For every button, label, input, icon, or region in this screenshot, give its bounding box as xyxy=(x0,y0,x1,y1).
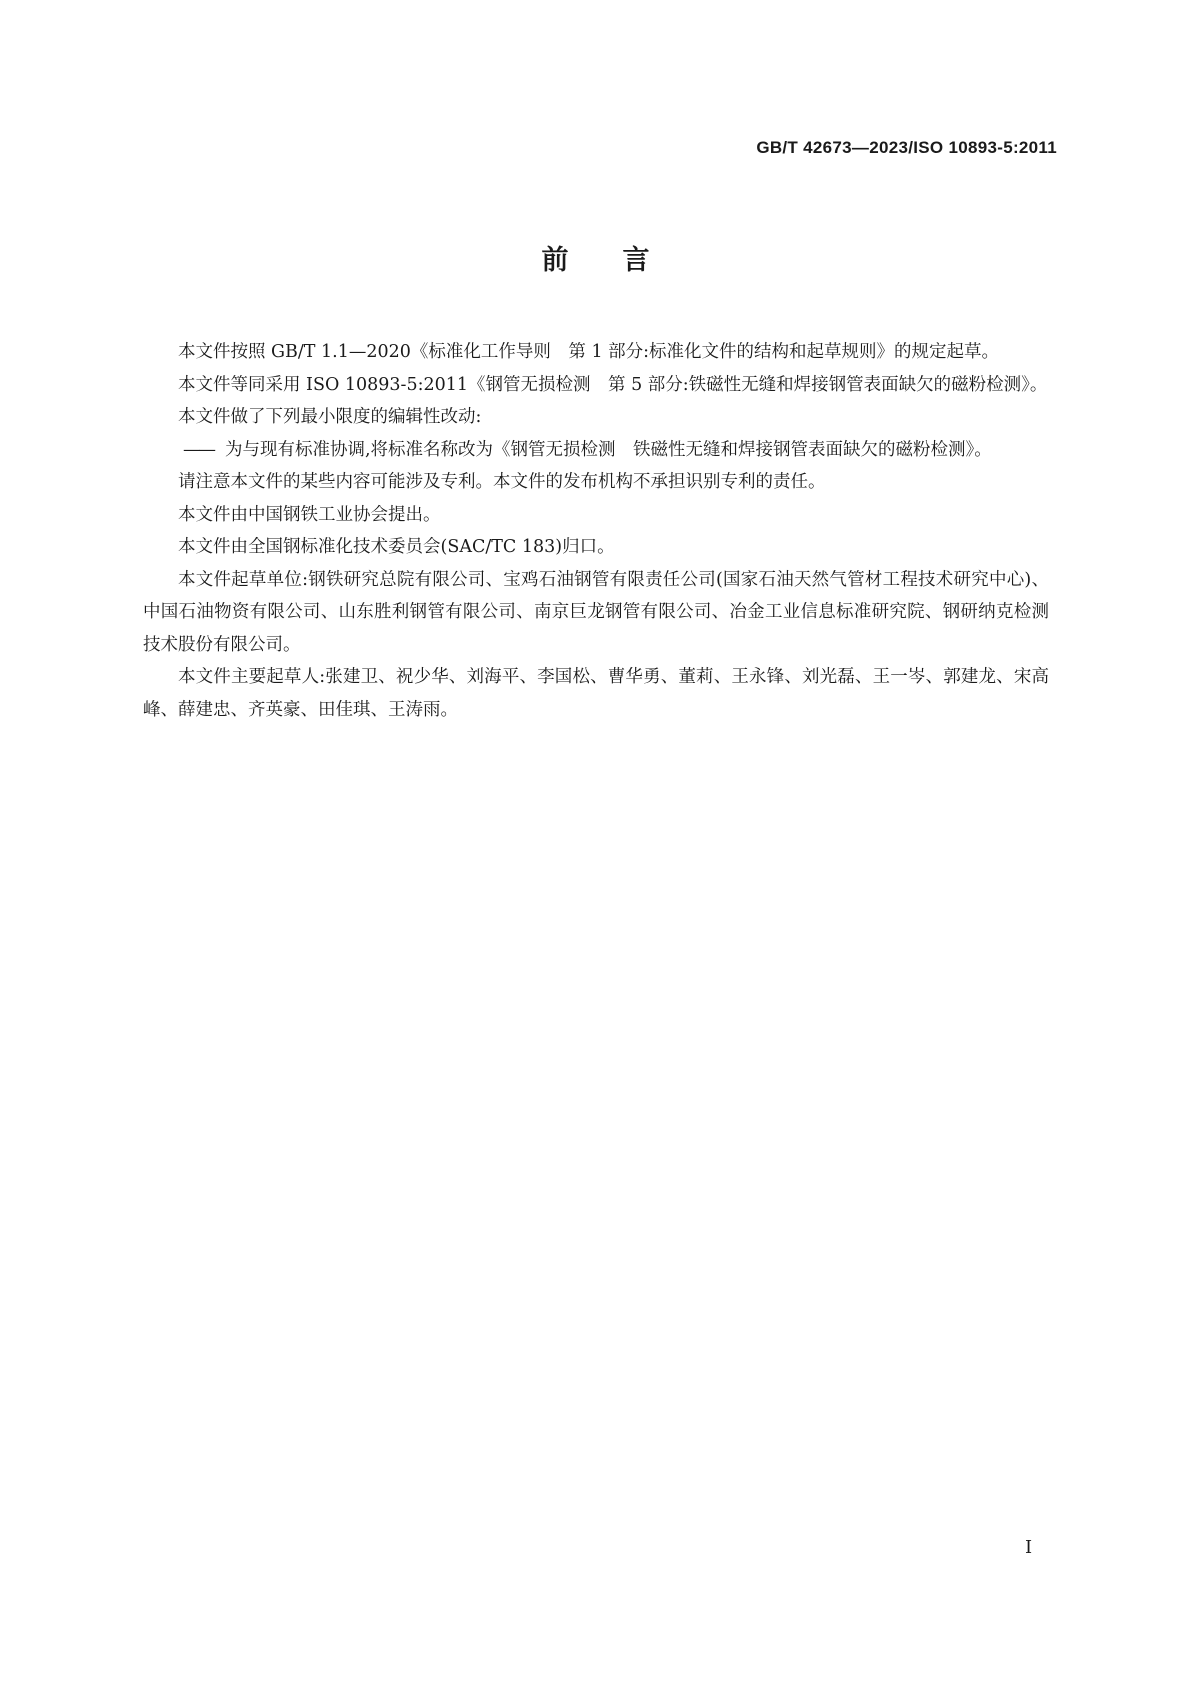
preface-body xyxy=(143,336,1049,726)
page-number: I xyxy=(1025,1537,1033,1558)
paragraph-drafting-units: 本文件起草单位:钢铁研究总院有限公司、宝鸡石油钢管有限责任公司(国家石油天然气管材工程技术研究中心)、中国石油物资有限公司、山东胜利钢管有限公司、南京巨龙钢管有限公司、冶金工业信息标准研究院、钢研纳克检测技术股份有限公司。 xyxy=(143,569,1049,655)
paragraph-editorial-changes: 本文件做了下列最小限度的编辑性改动: xyxy=(178,407,482,427)
paragraph-adoption: 本文件等同采用 ISO 10893-5:2011《钢管无损检测 第 5 部分:铁磁性无缝和焊接钢管表面缺欠的磁粉检测》。 xyxy=(178,374,1048,395)
standard-number-header: GB/T 42673—2023/ISO 10893-5:2011 xyxy=(756,138,1057,157)
paragraph-proposer: 本文件由中国钢铁工业协会提出。 xyxy=(178,504,441,525)
paragraph-committee: 本文件由全国钢标准化技术委员会(SAC/TC 183)归口。 xyxy=(178,537,615,557)
list-item-text: 为与现有标准协调,将标准名称改为《钢管无损检测 铁磁性无缝和焊接钢管表面缺欠的磁粉检测》。 xyxy=(225,439,992,460)
list-item-editorial-change xyxy=(143,434,1049,467)
paragraph-drafters: 本文件主要起草人:张建卫、祝少华、刘海平、李国松、曹华勇、董莉、王永锋、刘光磊、王一岑、郭建龙、宋高峰、薛建忠、齐英豪、田佳琪、王涛雨。 xyxy=(143,667,1049,720)
list-dash: —— xyxy=(183,439,214,460)
page-title: 前言 xyxy=(541,245,704,276)
paragraph-patent-notice: 请注意本文件的某些内容可能涉及专利。本文件的发布机构不承担识别专利的责任。 xyxy=(178,472,826,492)
paragraph-drafting-rules: 本文件按照 GB/T 1.1—2020《标准化工作导则 第 1 部分:标准化文件的结构和起草规则》的规定起草。 xyxy=(178,342,1000,362)
